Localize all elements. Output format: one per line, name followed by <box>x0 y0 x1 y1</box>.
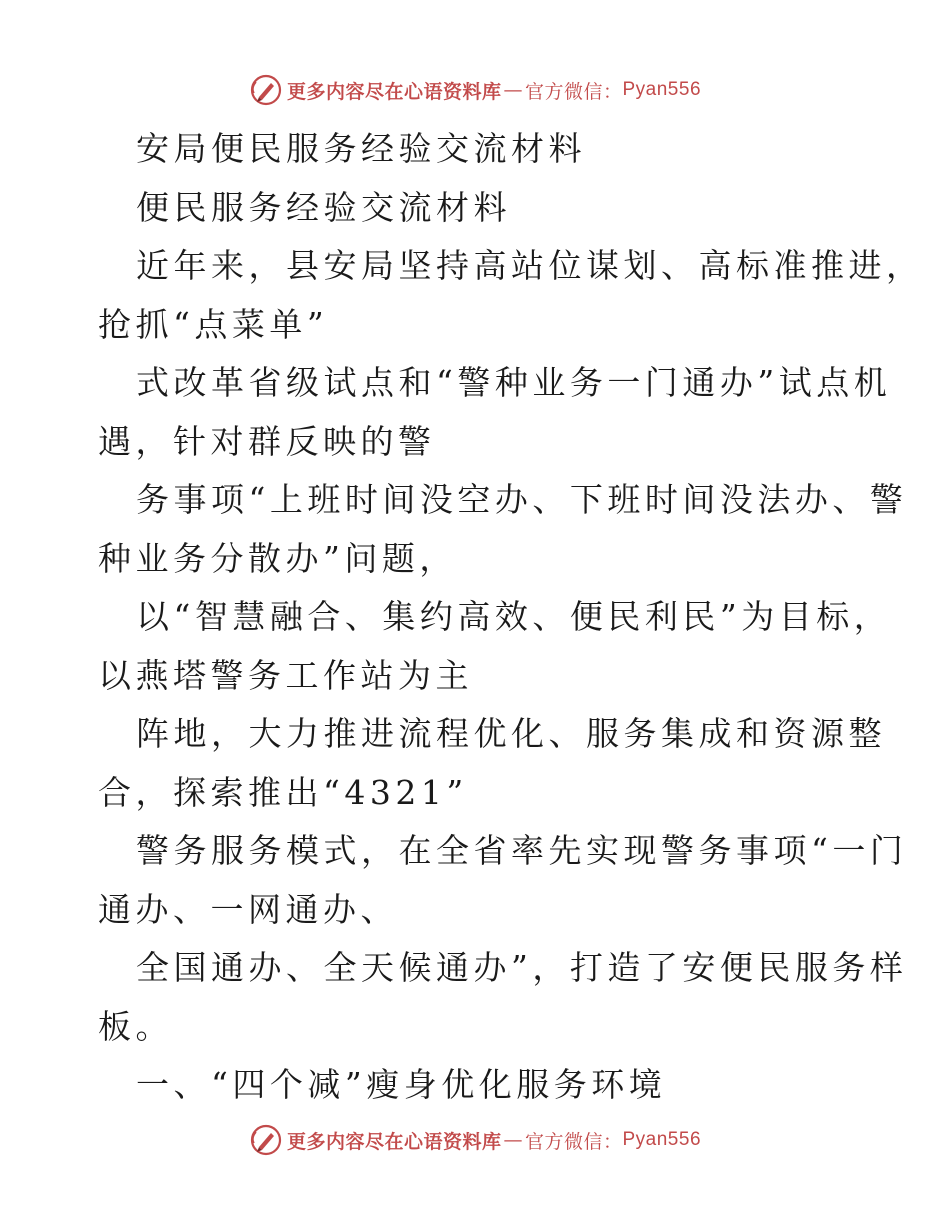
footer-brand-text: 更多内容尽在心语资料库 <box>286 1130 502 1153</box>
paragraph-line: 以“智慧融合、集约高效、便民利民”为目标， <box>136 597 892 636</box>
footer-wechat-id: Pyan556 <box>622 1129 702 1150</box>
footer-dash: — <box>503 1129 523 1151</box>
paragraph-line: 警务服务模式，在全省率先实现警务事项“一门 <box>136 831 908 870</box>
doc-subtitle-line: 便民服务经验交流材料 <box>136 187 511 227</box>
footer-official-label: 官方微信： <box>524 1130 623 1153</box>
header-banner <box>0 70 950 110</box>
pen-in-circle-logo-icon <box>249 73 283 107</box>
paragraph-line: 板。 <box>98 1006 173 1046</box>
doc-title-line: 安局便民服务经验交流材料 <box>136 129 586 168</box>
paragraph-line: 以燕塔警务工作站为主 <box>98 655 473 695</box>
footer-banner <box>0 1120 950 1160</box>
header-wechat-id: Pyan556 <box>622 79 702 100</box>
section-heading-line: 一、“四个减”瘦身优化服务环境 <box>136 1065 667 1104</box>
header-brand-text: 更多内容尽在心语资料库 <box>286 80 502 103</box>
document-body <box>98 120 924 1115</box>
paragraph-line: 遇，针对群反映的警 <box>98 421 436 461</box>
header-official-label: 官方微信： <box>524 80 623 103</box>
paragraph-line: 务事项“上班时间没空办、下班时间没法办、警 <box>136 480 908 519</box>
paragraph-line: 合，探索推出“4321” <box>98 772 468 812</box>
paragraph-line: 抢抓“点菜单” <box>98 304 329 344</box>
paragraph-line: 种业务分散办”问题， <box>98 538 457 578</box>
paragraph-line: 阵地，大力推进流程优化、服务集成和资源整 <box>136 714 886 753</box>
paragraph-line: 式改革省级试点和“警种业务一门通办”试点机 <box>136 363 892 402</box>
paragraph-line: 全国通办、全天候通办”，打造了安便民服务样 <box>136 948 908 987</box>
paragraph-line: 通办、一网通办、 <box>98 889 398 929</box>
pen-in-circle-logo-icon <box>249 1123 283 1157</box>
header-dash: — <box>503 79 523 101</box>
paragraph-line: 近年来，县安局坚持高站位谋划、高标准推进， <box>136 246 924 285</box>
